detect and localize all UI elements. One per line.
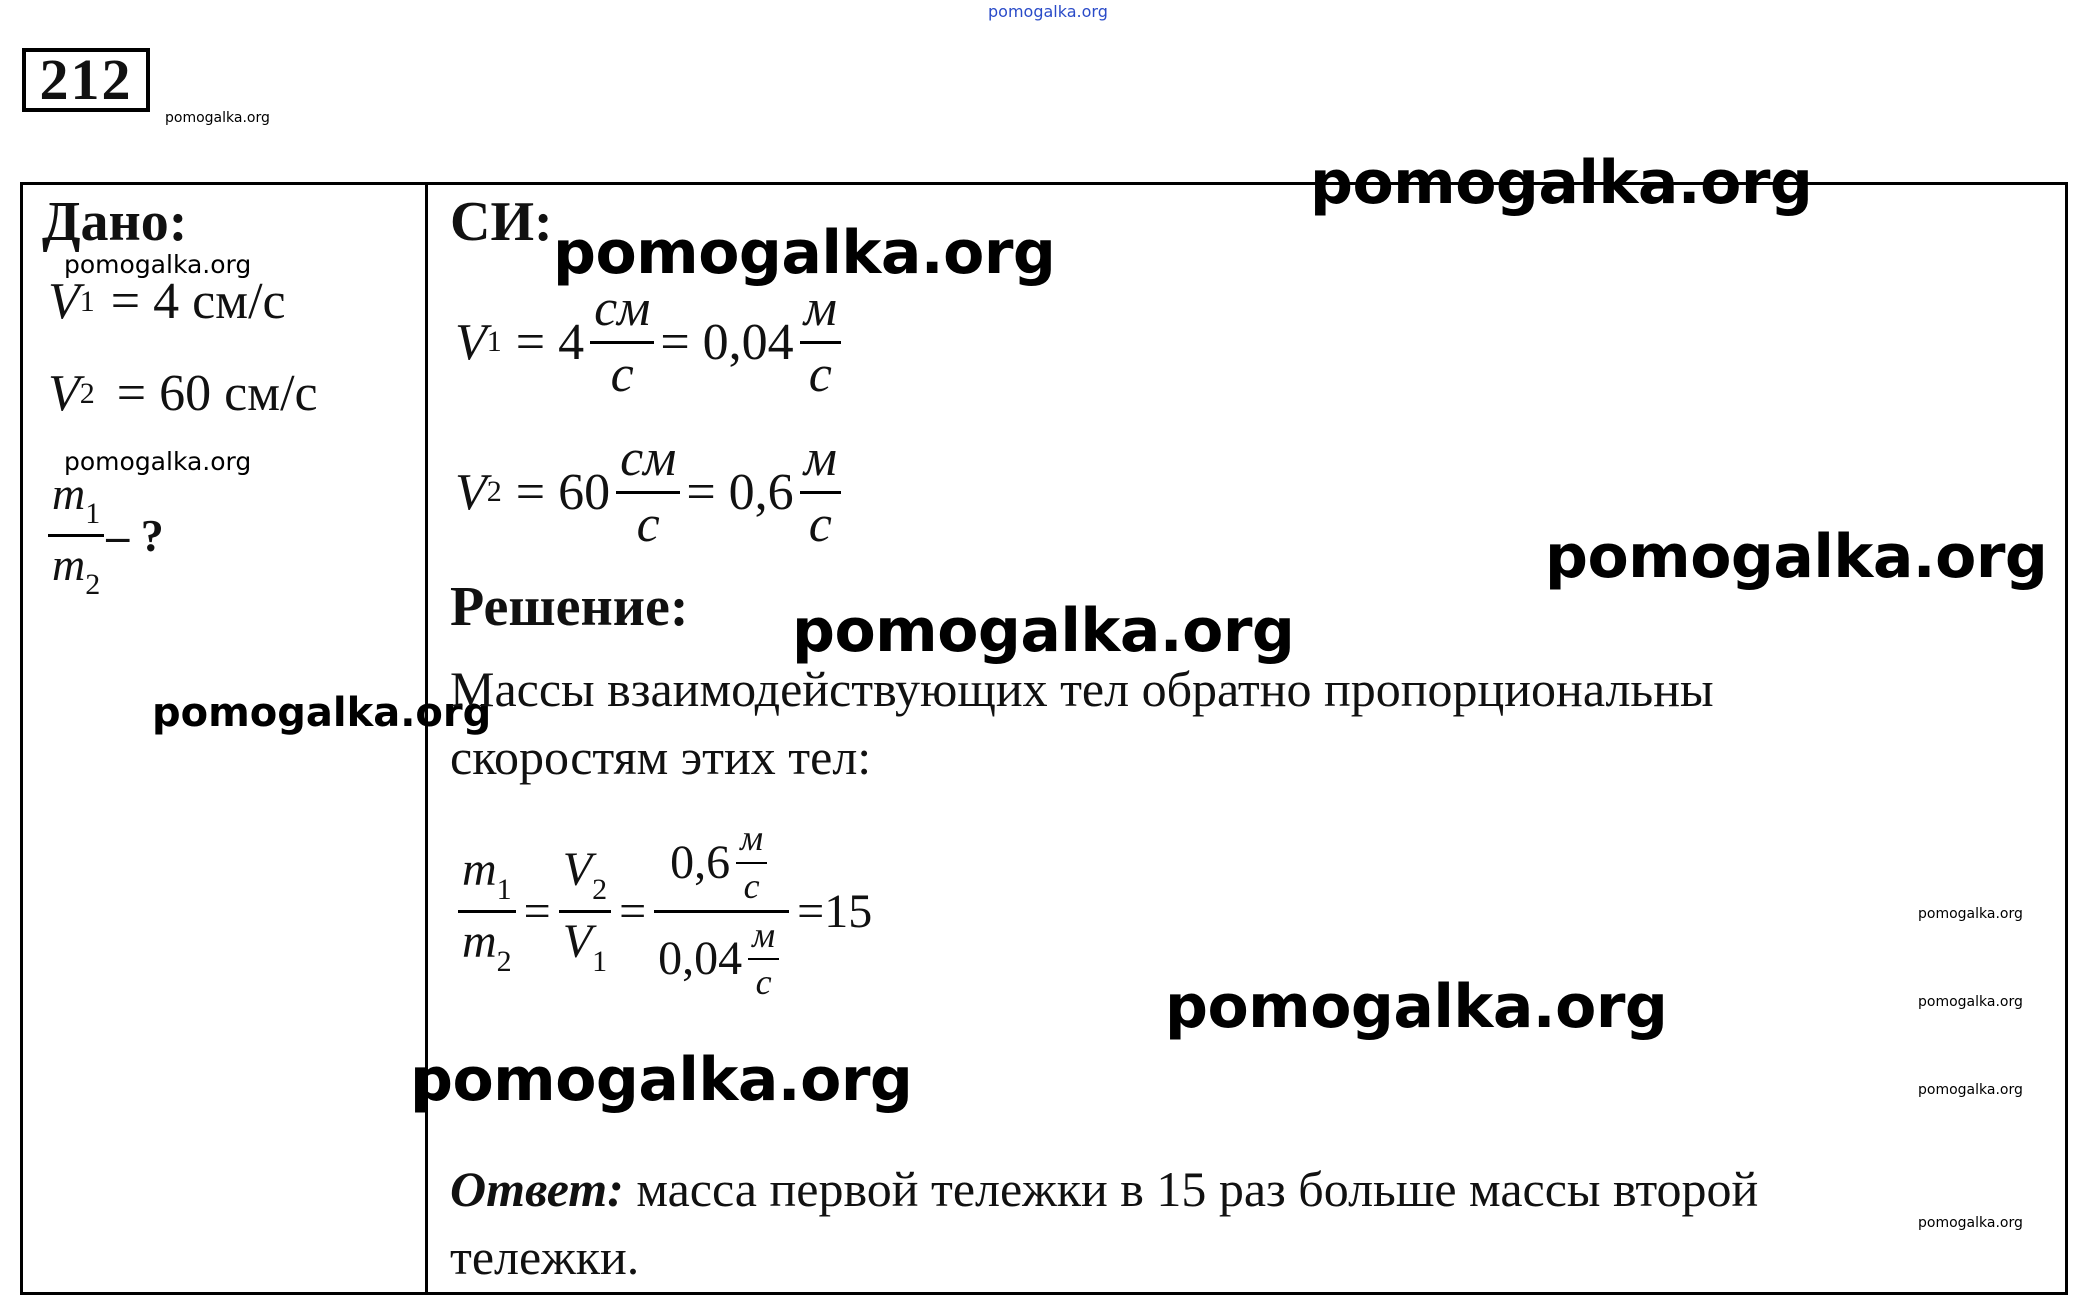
answer-line2: тележки.	[450, 1229, 640, 1285]
watermark-given-2: pomogalka.org	[64, 447, 252, 476]
given-v1-sub: 1	[79, 284, 95, 318]
answer-text: масса первой тележки в 15 раз больше массы второй	[623, 1161, 1759, 1217]
si-v2-formula: V 2 = 60 $\frac{см}{с}$ = 0,6 $\frac{м}{с}$	[455, 432, 847, 552]
watermark-small-3: pomogalka.org	[1918, 1082, 2023, 1098]
watermark-small-2: pomogalka.org	[1918, 994, 2023, 1010]
solution-heading: Решение:	[450, 576, 689, 638]
watermark-left-mid: pomogalka.org	[152, 690, 492, 736]
si-heading: СИ:	[450, 191, 553, 253]
given-v1-value: = 4 см/с	[110, 273, 286, 330]
given-ratio-fraction: $\frac{m_1}{m_2}$	[48, 470, 104, 600]
solution-formula: $\frac{m_1}{m_2}$ = $\frac{V_2}{V_1}$ = 0,6 $\frac{м}{с}$ 0,04 $\frac{м}{с}$ =15	[458, 820, 872, 1002]
solution-text-line1: Массы взаимодействующих тел обратно пропорциональны	[450, 661, 1714, 717]
given-v2	[48, 364, 318, 423]
watermark-small-4: pomogalka.org	[1918, 1215, 2023, 1231]
given-heading: Дано:	[42, 191, 188, 253]
watermark-small-1: pomogalka.org	[1918, 906, 2023, 922]
watermark-top-center: pomogalka.org	[988, 2, 1108, 21]
watermark-given-1: pomogalka.org	[64, 250, 252, 279]
watermark-bottom-left: pomogalka.org	[410, 1045, 913, 1115]
problem-number: 212	[22, 48, 150, 112]
given-v2-var: V	[48, 365, 80, 422]
watermark-solution: pomogalka.org	[792, 596, 1295, 666]
answer-line1	[450, 1160, 1758, 1218]
given-ratio	[48, 470, 164, 600]
si-v1-formula: V 1 = 4 $\frac{см}{с}$ = 0,04 $\frac{м}{с}$	[455, 282, 847, 402]
given-v2-sub: 2	[79, 376, 95, 410]
solution-text-line2: скоростям этих тел:	[450, 729, 872, 785]
given-v1-var: V	[48, 273, 80, 330]
given-v1	[48, 272, 286, 331]
column-divider	[425, 182, 428, 1295]
watermark-formula-right: pomogalka.org	[1165, 972, 1668, 1042]
given-ratio-question: – ?	[106, 509, 164, 561]
given-v2-value: = 60 см/с	[116, 365, 318, 422]
watermark-small-header: pomogalka.org	[165, 110, 270, 126]
watermark-right-top: pomogalka.org	[1310, 148, 1813, 218]
watermark-right-mid: pomogalka.org	[1545, 522, 2048, 592]
answer-label: Ответ:	[450, 1161, 624, 1217]
watermark-si: pomogalka.org	[553, 218, 1056, 288]
solution-table	[20, 182, 2068, 1295]
